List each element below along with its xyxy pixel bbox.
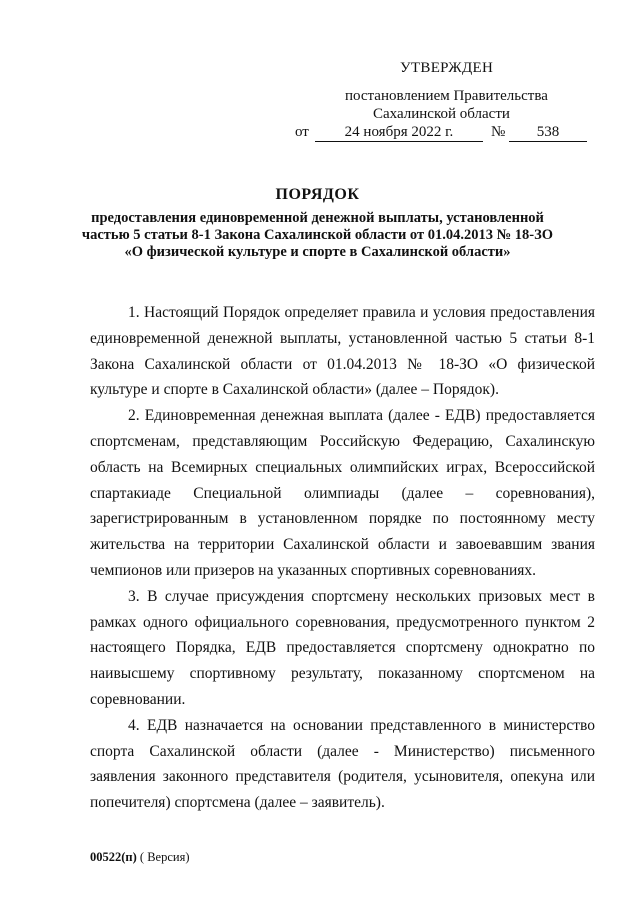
approval-date-row <box>285 122 605 144</box>
document-code: 00522(п) <box>90 850 137 864</box>
number-sign: № <box>491 124 506 140</box>
subtitle-line-1: предоставления единовременной денежной выплаты, установленной <box>91 210 544 226</box>
subtitle-line-2: частью 5 статьи 8-1 Закона Сахалинской области от 01.04.2013 № 18-ЗО <box>81 227 554 243</box>
document-body <box>90 300 595 816</box>
paragraph-4: 4. ЕДВ назначается на основании представленного в министерство спорта Сахалинской области (далее - Министерство) письменного заявления законного представителя (родителя, усыновителя, опекуна или попечителя) спортсмена (далее – заявитель). <box>90 716 595 812</box>
approval-line-2: Сахалинской области <box>373 106 510 122</box>
footer <box>90 850 189 865</box>
paragraph-2: 2. Единовременная денежная выплата (далее - ЕДВ) предоставляется спортсменам, представляющим Российскую Федерацию, Сахалинскую область на Всемирных специальных олимпийских играх, Всероссийской спартакиаде Специальной олимпиады (далее – соревнования), зарегистрированным в установленном порядке по постоянному месту жительства на территории Сахалинской области и завоевавшим звания чемпионов или призеров на указанных спортивных соревнованиях. <box>90 407 595 579</box>
document-version: ( Версия) <box>139 850 190 864</box>
paragraph-3: 3. В случае присуждения спортсмену нескольких призовых мест в рамках одного официального соревнования, предусмотренного пунктом 2 настоящего Порядка, ЕДВ предоставляется спортсмену однократно по наивысшему спортивному результату, показанному спортсменом на соревновании. <box>90 587 595 708</box>
document-subtitle <box>60 210 575 261</box>
approval-number: 538 <box>509 122 587 142</box>
subtitle-line-3: «О физической культуре и спорте в Сахалинской области» <box>124 244 511 260</box>
document-title: ПОРЯДОК <box>275 186 360 203</box>
date-prefix: от <box>295 124 309 140</box>
approval-title: УТВЕРЖДЕН <box>400 60 494 76</box>
approval-date: 24 ноября 2022 г. <box>315 122 483 142</box>
paragraph-1: 1. Настоящий Порядок определяет правила и условия предоставления единовременной денежной выплаты, установленной частью 5 статьи 8-1 Закона Сахалинской области от 01.04.2013 № 18-ЗО «О физической культуре и спорте в Сахалинской области» (далее – Порядок). <box>90 304 595 399</box>
approval-line-1: постановлением Правительства <box>345 88 548 104</box>
